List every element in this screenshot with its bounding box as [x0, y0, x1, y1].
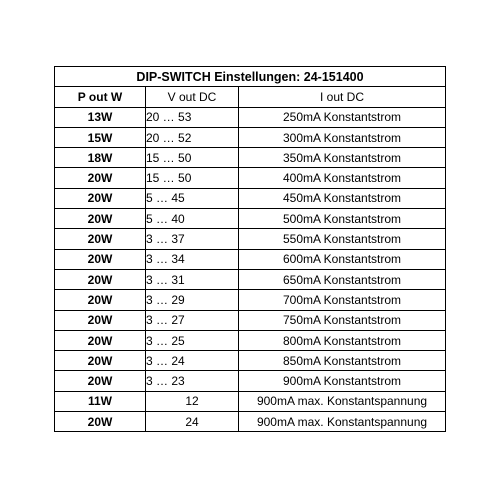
- table-header-row: [55, 87, 446, 107]
- cell-p-out: 20W: [55, 371, 146, 391]
- cell-i-out: 350mA Konstantstrom: [239, 148, 446, 168]
- cell-p-out: 20W: [55, 209, 146, 229]
- table-body: [55, 107, 446, 432]
- table-row: [55, 127, 446, 147]
- table-row: [55, 209, 446, 229]
- cell-v-out: 3 … 23: [146, 371, 239, 391]
- cell-v-out: 5 … 45: [146, 188, 239, 208]
- table-row: [55, 229, 446, 249]
- cell-p-out: 20W: [55, 412, 146, 432]
- cell-p-out: 20W: [55, 351, 146, 371]
- table-row: [55, 330, 446, 350]
- cell-v-out: 24: [146, 412, 239, 432]
- table-row: [55, 391, 446, 411]
- table-row: [55, 412, 446, 432]
- cell-p-out: 13W: [55, 107, 146, 127]
- cell-i-out: 900mA max. Konstantspannung: [239, 412, 446, 432]
- cell-v-out: 3 … 27: [146, 310, 239, 330]
- table-row: [55, 249, 446, 269]
- cell-v-out: 5 … 40: [146, 209, 239, 229]
- cell-i-out: 700mA Konstantstrom: [239, 290, 446, 310]
- table-row: [55, 371, 446, 391]
- cell-i-out: 400mA Konstantstrom: [239, 168, 446, 188]
- cell-v-out: 15 … 50: [146, 148, 239, 168]
- cell-i-out: 500mA Konstantstrom: [239, 209, 446, 229]
- cell-v-out: 3 … 29: [146, 290, 239, 310]
- dip-switch-table: [54, 66, 446, 432]
- cell-i-out: 800mA Konstantstrom: [239, 330, 446, 350]
- table-title: DIP-SWITCH Einstellungen: 24-151400: [55, 67, 446, 87]
- cell-i-out: 750mA Konstantstrom: [239, 310, 446, 330]
- cell-v-out: 3 … 34: [146, 249, 239, 269]
- cell-p-out: 11W: [55, 391, 146, 411]
- cell-p-out: 20W: [55, 168, 146, 188]
- table-row: [55, 290, 446, 310]
- cell-v-out: 20 … 52: [146, 127, 239, 147]
- table-row: [55, 351, 446, 371]
- table-row: [55, 107, 446, 127]
- table-row: [55, 269, 446, 289]
- cell-p-out: 20W: [55, 188, 146, 208]
- cell-v-out: 3 … 25: [146, 330, 239, 350]
- cell-p-out: 20W: [55, 330, 146, 350]
- cell-p-out: 20W: [55, 229, 146, 249]
- cell-i-out: 450mA Konstantstrom: [239, 188, 446, 208]
- header-p-out: P out W: [55, 87, 146, 107]
- cell-i-out: 300mA Konstantstrom: [239, 127, 446, 147]
- cell-i-out: 600mA Konstantstrom: [239, 249, 446, 269]
- cell-p-out: 15W: [55, 127, 146, 147]
- table-row: [55, 310, 446, 330]
- cell-p-out: 18W: [55, 148, 146, 168]
- cell-p-out: 20W: [55, 249, 146, 269]
- cell-i-out: 250mA Konstantstrom: [239, 107, 446, 127]
- table-row: [55, 168, 446, 188]
- table-row: [55, 188, 446, 208]
- cell-p-out: 20W: [55, 290, 146, 310]
- header-i-out: I out DC: [239, 87, 446, 107]
- cell-i-out: 850mA Konstantstrom: [239, 351, 446, 371]
- header-v-out: V out DC: [146, 87, 239, 107]
- cell-p-out: 20W: [55, 269, 146, 289]
- cell-v-out: 3 … 37: [146, 229, 239, 249]
- cell-i-out: 900mA Konstantstrom: [239, 371, 446, 391]
- cell-p-out: 20W: [55, 310, 146, 330]
- table-row: [55, 148, 446, 168]
- cell-i-out: 550mA Konstantstrom: [239, 229, 446, 249]
- table-title-row: [55, 67, 446, 87]
- cell-v-out: 20 … 53: [146, 107, 239, 127]
- cell-i-out: 900mA max. Konstantspannung: [239, 391, 446, 411]
- cell-i-out: 650mA Konstantstrom: [239, 269, 446, 289]
- cell-v-out: 15 … 50: [146, 168, 239, 188]
- cell-v-out: 12: [146, 391, 239, 411]
- cell-v-out: 3 … 24: [146, 351, 239, 371]
- cell-v-out: 3 … 31: [146, 269, 239, 289]
